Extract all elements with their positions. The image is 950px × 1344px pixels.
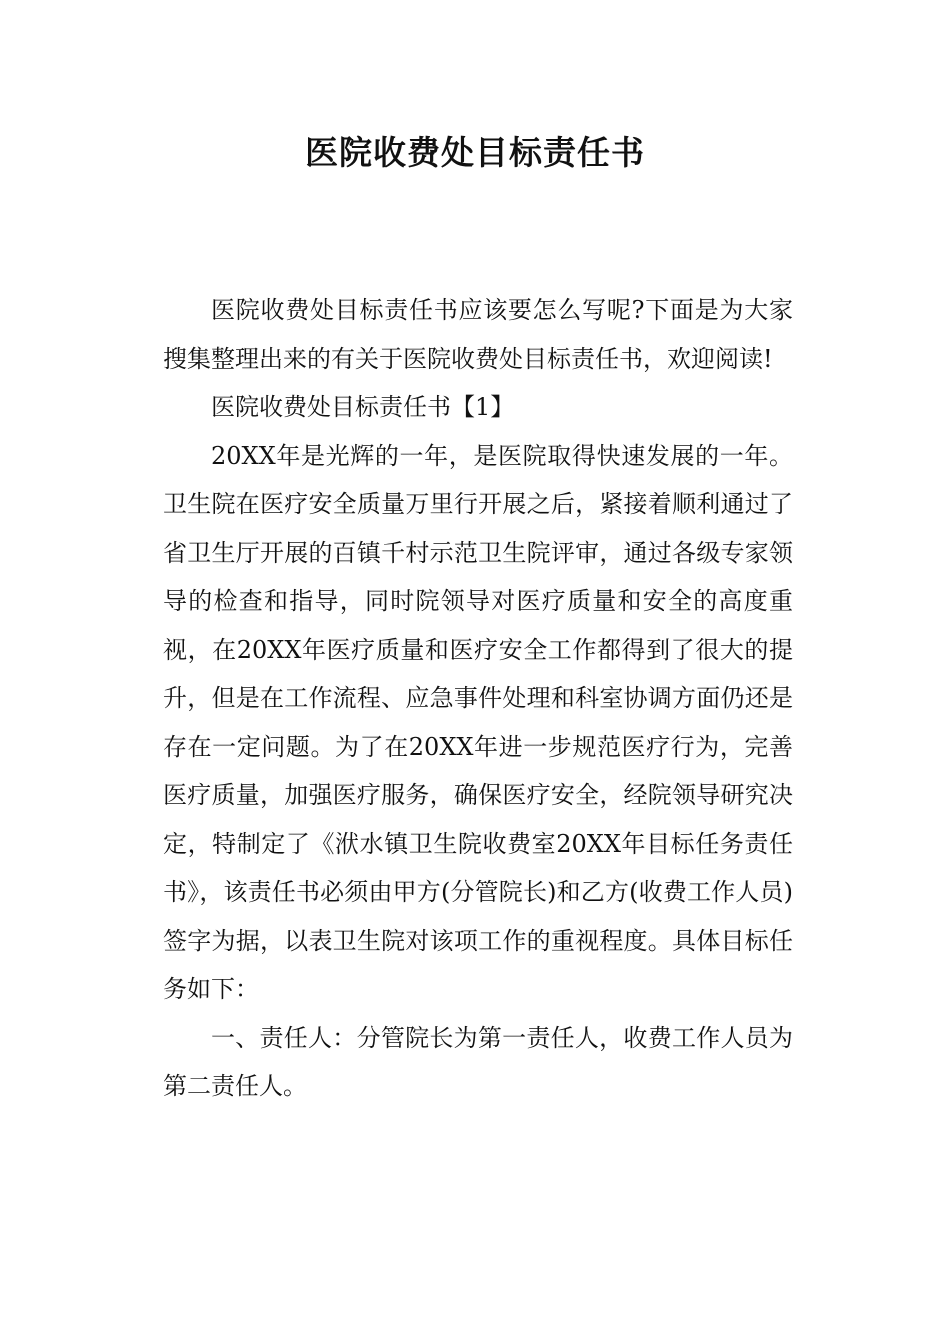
responsibility-paragraph: 一、责任人：分管院长为第一责任人，收费工作人员为第二责任人。 <box>163 1023 793 1100</box>
document-title: 医院收费处目标责任书 <box>305 133 645 172</box>
intro-paragraph: 医院收费处目标责任书应该要怎么写呢?下面是为大家搜集整理出来的有关于医院收费处目标责任书，欢迎阅读! <box>163 296 793 373</box>
document-body <box>163 286 793 1111</box>
body-paragraph: 20XX年是光辉的一年，是医院取得快速发展的一年。卫生院在医疗安全质量万里行开展之后，紧接着顺利通过了省卫生厅开展的百镇千村示范卫生院评审，通过各级专家领导的检查和指导，同时院领导对医疗质量和安全的高度重视，在20XX年医疗质量和医疗安全工作都得到了很大的提升，但是在工作流程、应急事件处理和科室协调方面仍还是存在一定问题。为了在20XX年进一步规范医疗行为，完善医疗质量，加强医疗服务，确保医疗安全，经院领导研究决定，特制定了《洑水镇卫生院收费室20XX年目标任务责任书》，该责任书必须由甲方(分管院长)和乙方(收费工作人员)签字为据，以表卫生院对该项工作的重视程度。具体目标任务如下： <box>163 441 793 1003</box>
section-heading: 医院收费处目标责任书【1】 <box>211 393 515 421</box>
